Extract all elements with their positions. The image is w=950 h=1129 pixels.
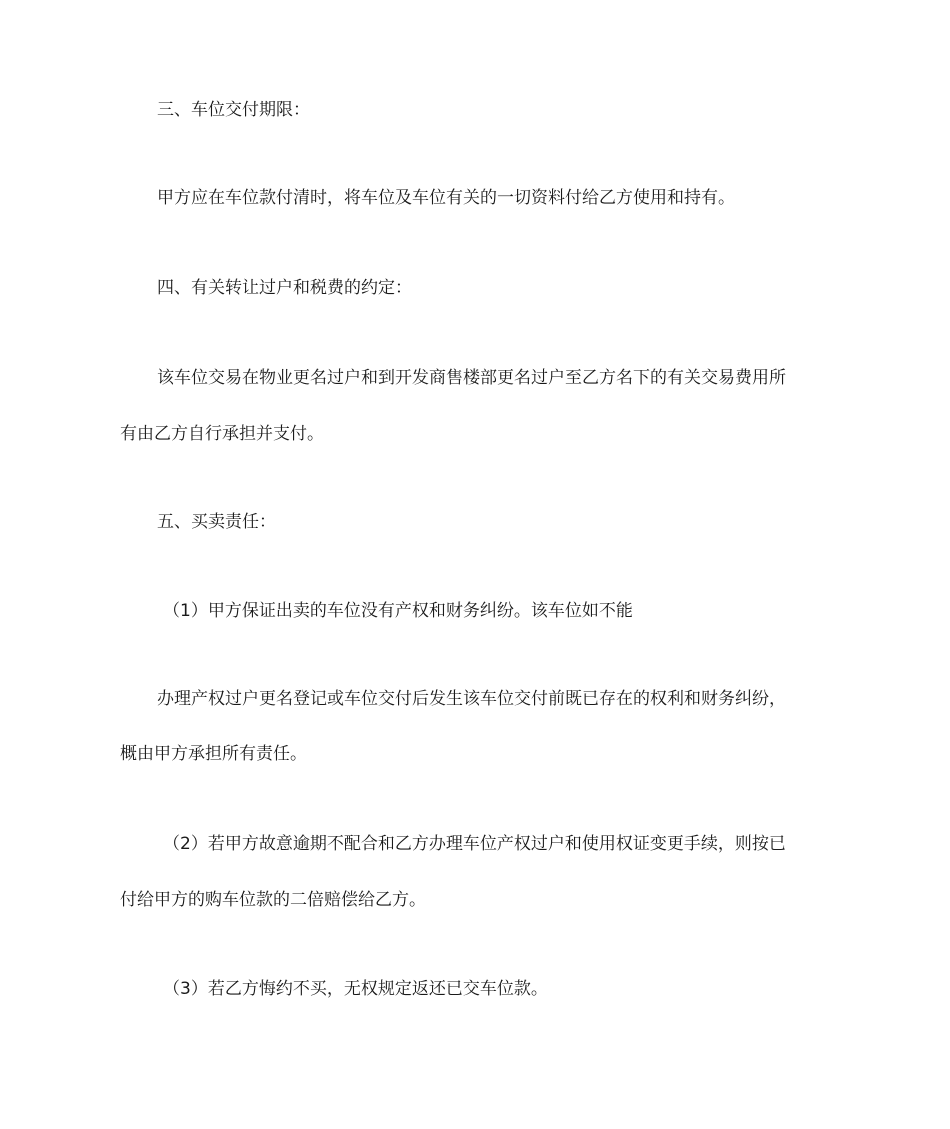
section-heading-transfer-taxes: 四、有关转让过户和税费的约定： xyxy=(157,278,412,298)
paragraph-line: 付给甲方的购车位款的二倍赔偿给乙方。 xyxy=(120,890,426,910)
paragraph-line: （1）甲方保证出卖的车位没有产权和财务纠纷。该车位如不能 xyxy=(163,601,633,621)
paragraph-line: 甲方应在车位款付清时，将车位及车位有关的一切资料付给乙方使用和持有。 xyxy=(157,188,735,208)
paragraph-line: 有由乙方自行承担并支付。 xyxy=(120,424,324,444)
paragraph-line: （2）若甲方故意逾期不配合和乙方办理车位产权过户和使用权证变更手续，则按已 xyxy=(163,834,786,854)
paragraph-line: 概由甲方承担所有责任。 xyxy=(120,744,307,764)
paragraph-line: 该车位交易在物业更名过户和到开发商售楼部更名过户至乙方名下的有关交易费用所 xyxy=(157,368,786,388)
section-heading-sale-responsibility: 五、买卖责任： xyxy=(157,512,276,532)
paragraph-line: 办理产权过户更名登记或车位交付后发生该车位交付前既已存在的权利和财务纠纷， xyxy=(157,689,786,709)
paragraph-line: （3）若乙方悔约不买，无权规定返还已交车位款。 xyxy=(163,979,548,999)
section-heading-delivery-period: 三、车位交付期限： xyxy=(157,100,310,120)
